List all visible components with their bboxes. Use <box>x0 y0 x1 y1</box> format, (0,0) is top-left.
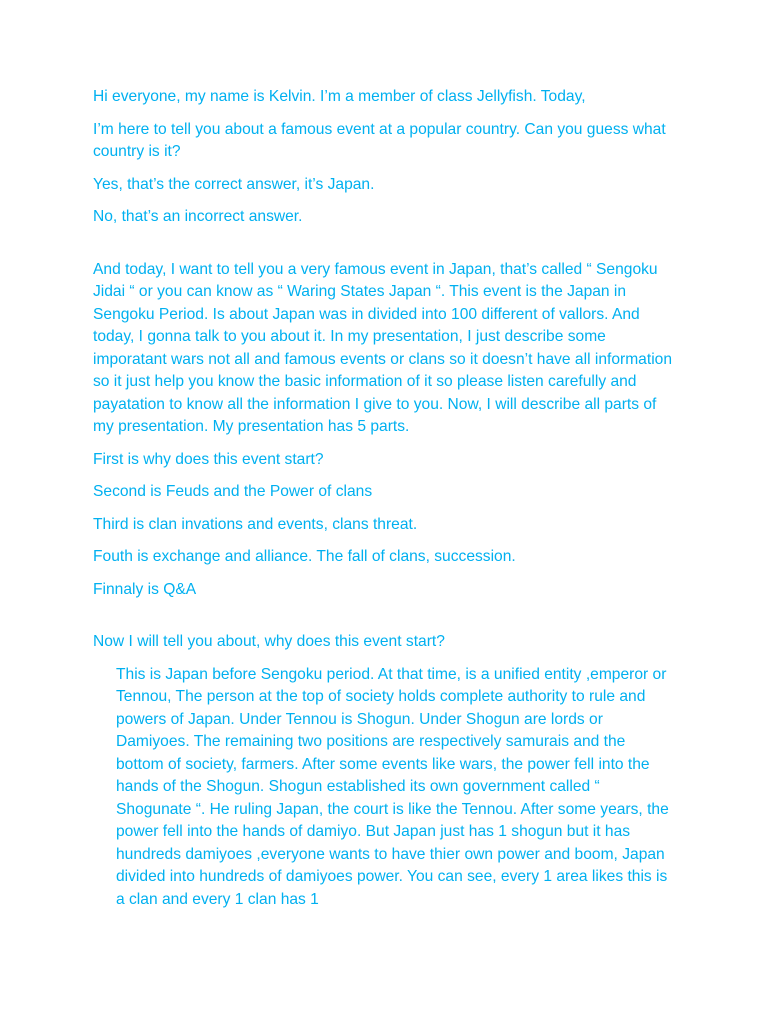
topic-introduction-paragraph: And today, I want to tell you a very famous event in Japan, that’s called “ Sengoku Jidai “ or you can know as “ Waring States Japan “. This event is the Japan in Sengoku Period. Is about Japan was in divided into 100 different of vallors. And today, I gonna talk to you about it. In my presentation, I just describe some imporatant wars not all and famous events or clans so it doesn’t have all information so it just help you know the basic information of it so please listen carefully and payatation to know all the information I give to you. Now, I will describe all parts of my presentation. My presentation has 5 parts. <box>93 260 673 435</box>
intro-question-paragraph: I’m here to tell you about a famous event at a popular country. Can you guess what country is it? <box>93 120 666 160</box>
outline-item-1: First is why does this event start? <box>93 450 324 468</box>
correct-answer-paragraph: Yes, that’s the correct answer, it’s Japan. <box>93 175 375 193</box>
outline-item-4: Fouth is exchange and alliance. The fall of clans, succession. <box>93 548 516 565</box>
outline-item-2: Second is Feuds and the Power of clans <box>93 483 373 500</box>
incorrect-answer-paragraph: No, that’s an incorrect answer. <box>93 208 303 225</box>
outline-item-3: Third is clan invations and events, clans threat. <box>93 515 418 533</box>
section-heading-paragraph: Now I will tell you about, why does this event start? <box>93 633 445 650</box>
document-page <box>93 86 677 921</box>
history-body-paragraph: This is Japan before Sengoku period. At that time, is a unified entity ,emperor or Tennou, The person at the top of society holds complete authority to rule and powers of Japan. Under Tennou is Shogun. Under Shogun are lords or Damiyoes. The remaining two positions are respectively samurais and the bottom of society, farmers. After some events like wars, the power fell into the hands of the Shogun. Shogun established its own government called “ Shogunate “. He ruling Japan, the court is like the Tennou. After some years, the power fell into the hands of damiyo. But Japan just has 1 shogun but it has hundreds damiyoes ,everyone wants to have thier own power and boom, Japan divided into hundreds of damiyoes power. You can see, every 1 area likes this is a clan and every 1 clan has 1 <box>116 665 669 908</box>
greeting-paragraph: Hi everyone, my name is Kelvin. I’m a member of class Jellyfish. Today, <box>93 88 586 105</box>
outline-item-5: Finnaly is Q&A <box>93 580 197 598</box>
